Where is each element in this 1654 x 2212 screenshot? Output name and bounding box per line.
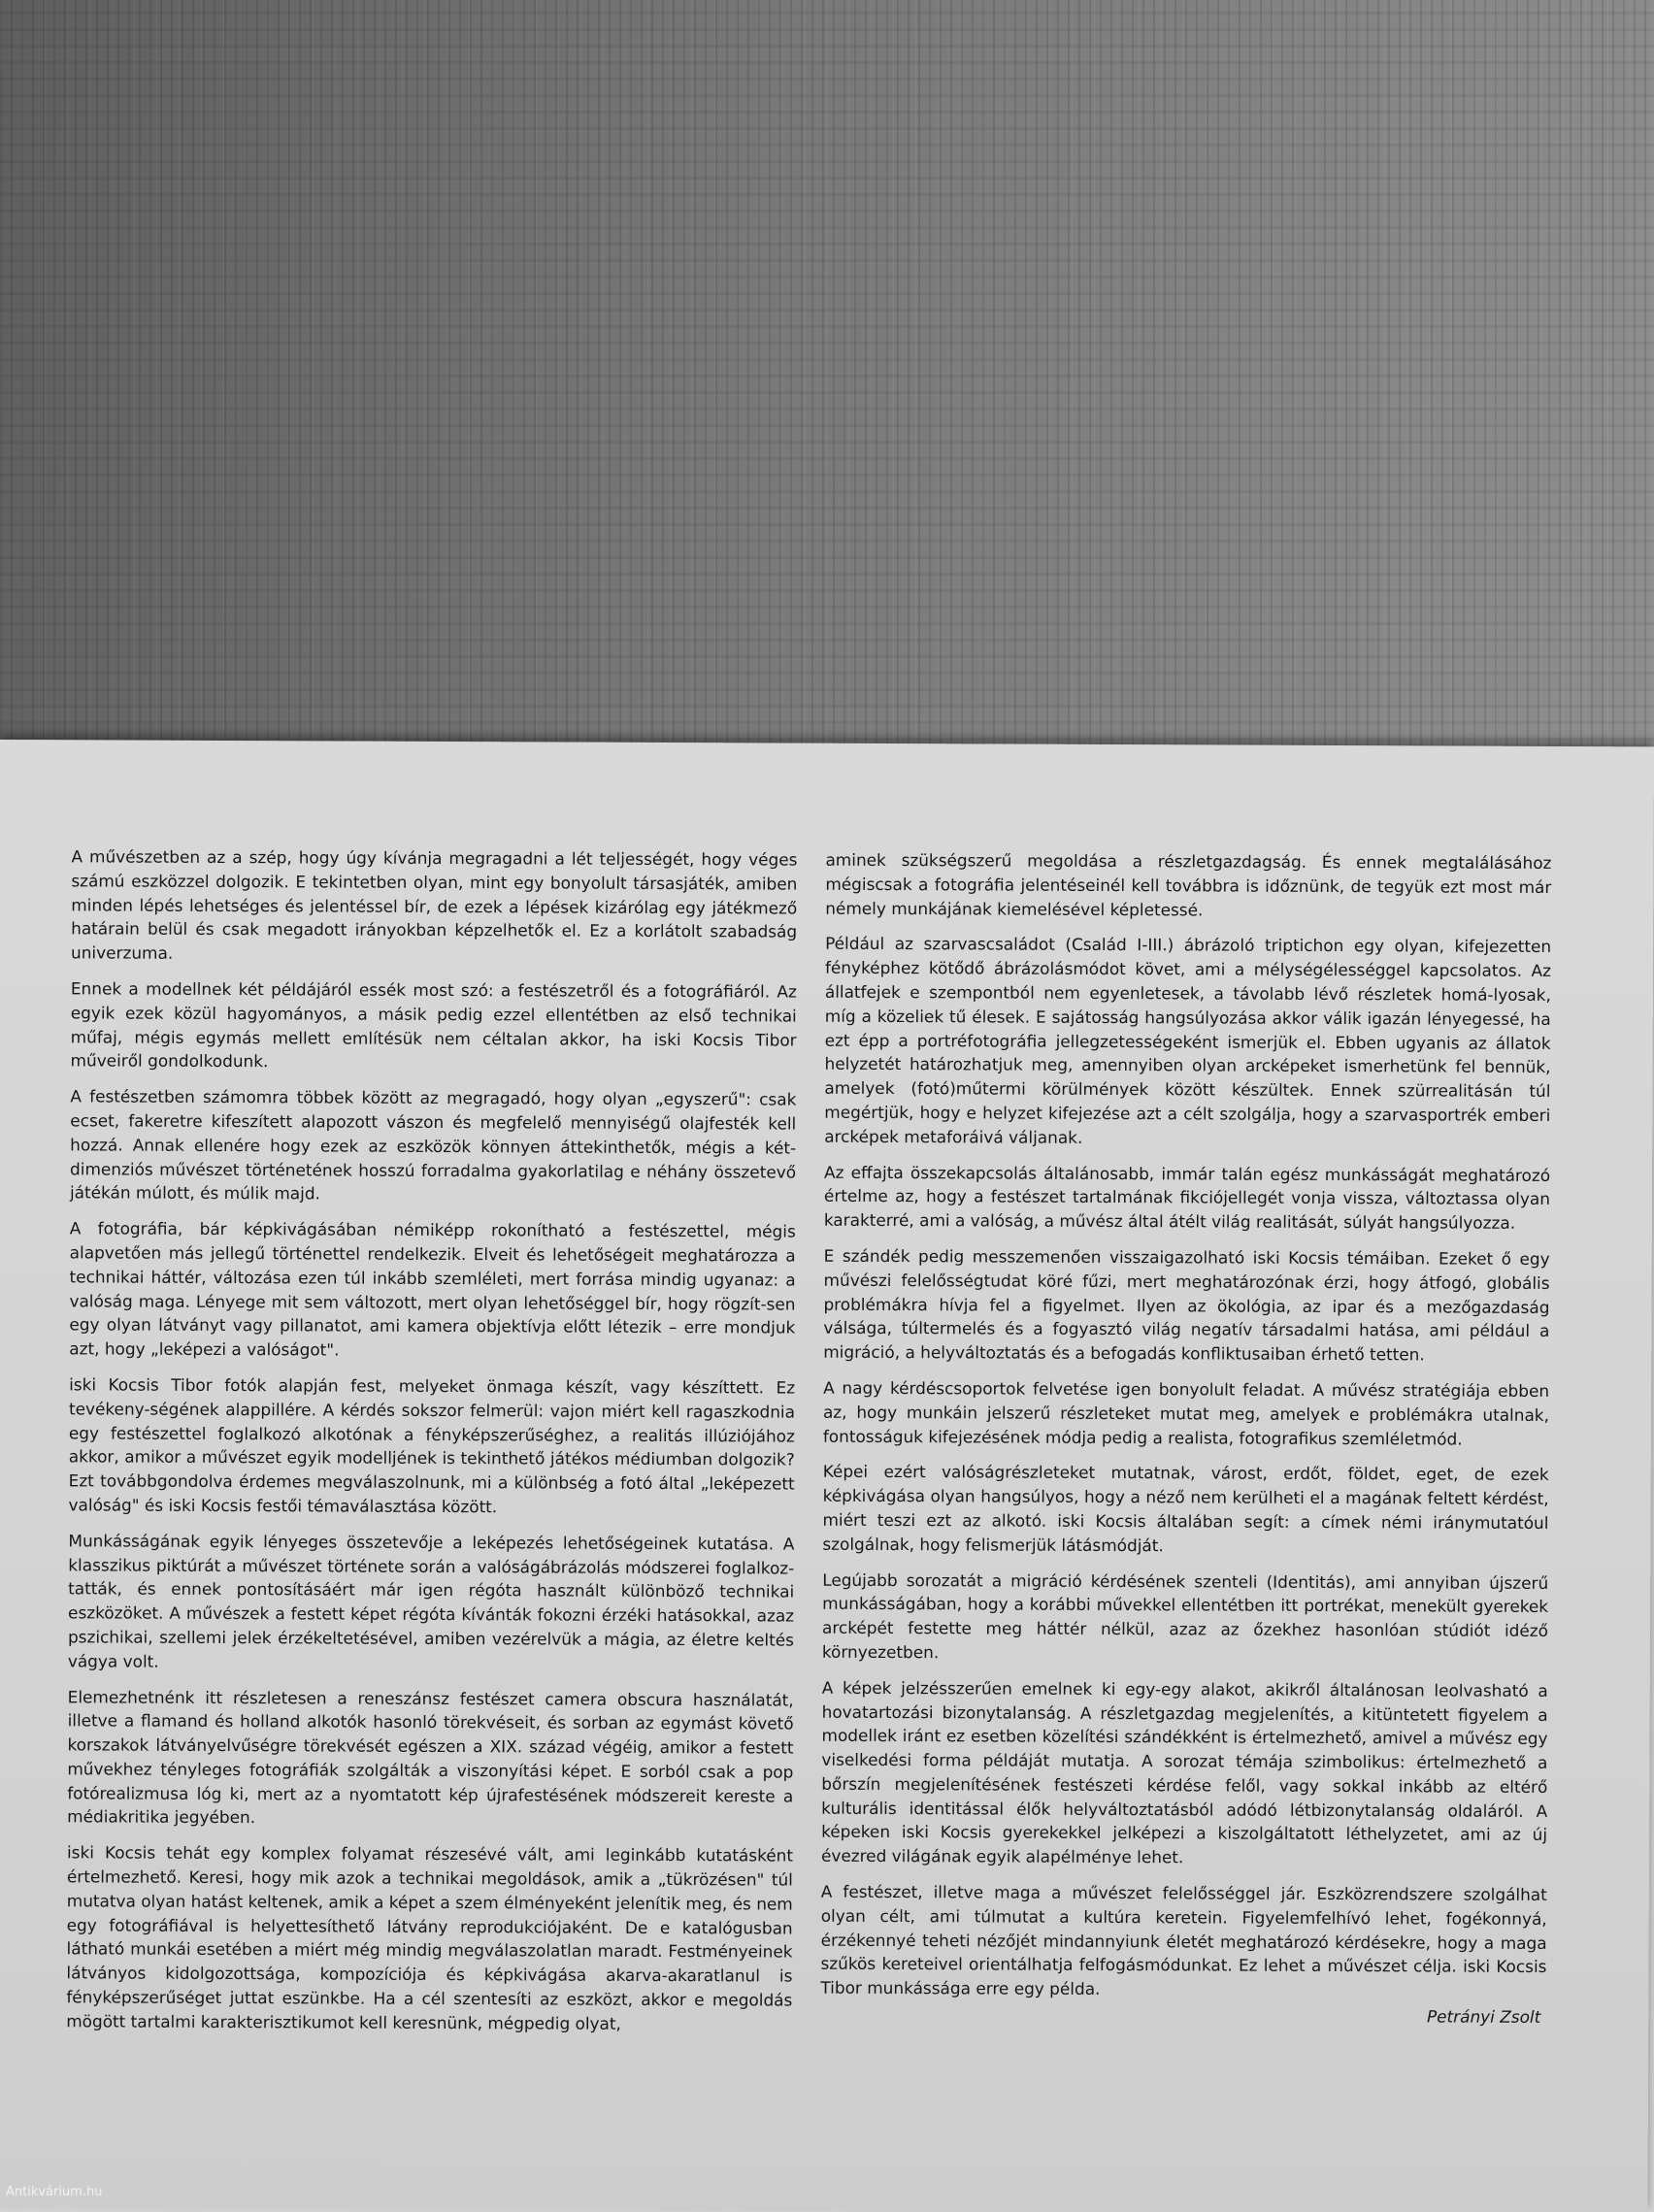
paragraph: Például az szarvascsaládot (Család I-III.) ábrázoló triptichon egy olyan, kifejezetten fényképhez kötődő ábrázolásmódot követ, ami a mélységélességgel kapcsolatos. Az állatfejek e szempontból nem egyenletesek, a távolabb lévő részletek homá-lyosak, míg a közeliek tű élesek. E sajátosság hangsúlyozása akkor válik igazán lényegessé, ha ezt épp a portréfotográfia jellegzetességeként ismerjük el. Ebben ugyanis az állatok helyzetét határozhatjuk meg, amennyiben olyan arcképeket ismerhetünk fel bennük, amelyek (fotó)műtermi körülmények között készültek. Ennek szürrealitásán túl megértjük, hogy e helyzet kifejezése azt a célt szolgálja, hogy a szarvasportrék emberi arcképek metaforáivá váljanak.	[824, 934, 1552, 1147]
paragraph: A festészet, illetve maga a művészet felelősséggel jár. Eszközrendszere szolgálhat olyan célt, ami túlmutat a kultúra keretein. Figyelemfelhívó lehet, fogékonnyá, érzékennyé teheti nézőjét mindannyiunk életét meghatározó kérdésekre, hogy a maga szűkös kereteivel orientálhatja felfogásmódunkat. Ez lehet a művészet célja. iski Kocsis Tibor munkássága erre egy példa.	[820, 1881, 1547, 1999]
catalog-page	[0, 740, 1654, 2212]
paragraph: A nagy kérdéscsoportok felvetése igen bonyolult feladat. A művész stratégiája ebben az, hogy munkáin jelszerű részleteket mutat meg, amelyek e problémákra utalnak, fontosságuk kifejezésének módja pedig a realista, fotografikus szemléletmód.	[822, 1377, 1550, 1449]
paragraph: Az effajta összekapcsolás általánosabb, immár talán egész munkásságát meghatározó értelme az, hogy a festészet tartalmának fikciójellegét vonja vissza, változtassa olyan karakterré, ami a valóság, a művész által átélt világ realitását, súlyát hangsúlyozza.	[823, 1162, 1551, 1233]
paragraph: iski Kocsis tehát egy komplex folyamat részesévé vált, ami leginkább kutatásként értelmezhető. Keresi, hogy mik azok a technikai megoldások, amik a „tükrözésen" túl mutatva olyan hatást keltenek, amik a képet a szem élményeként jelenítik meg, és nem egy fotográfiával is helyettesíthető látvány reprodukciójaként. De e katalógusban látható munkái esetében a miért még mindig megválaszolatlan maradt. Festményeinek látványos kidolgozottsága, kompozíciója és képkivágása akarva-akaratlanul is fényképszerűséget juttat eszünkbe. Ha a cél szentesíti az eszközt, akkor e megoldás mögött tartalmi karakterisztikumot kell keresnünk, mégpedig olyat,	[66, 1842, 794, 2033]
paragraph: A fotográfia, bár képkivágásában némiképp rokonítható a festészettel, mégis alapvetően más jellegű történettel rendelkezik. Elveit és lehetőségeit meghatározza a technikai háttér, változása ezen túl inkább szemléleti, mert forrása mindig ugyanaz: a valóság maga. Lényege mit sem változott, mert olyan lehetőséggel bír, hogy rögzít-sen egy olyan látványt vagy pillanatot, ami kamera objektívja előtt létezik – erre mondjuk azt, hogy „leképezi a valóságot".	[69, 1218, 796, 1360]
paragraph: A festészetben számomra többek között az megragadó, hogy olyan „egyszerű": csak ecset, fakeretre kifeszített alapozott vászon és megfelelő mennyiségű olajfesték kell hozzá. Annak ellenére hogy ezek az eszközök könnyen áttekinthetők, mégis a két-dimenziós művészet történetének hosszú forradalma gyakorlatilag e néhány összetevő játékán múlott, és múlik majd.	[69, 1086, 797, 1204]
paragraph: Elemezhetnénk itt részletesen a reneszánsz festészet camera obscura használatát, illetve a flamand és holland alkotók hasonló törekvéseit, és sorban az egymást követő korszakok látványelvűségre törekvését egészen a XIX. század végéig, amikor a festett művekhez tényleges fotográfiák szolgálták a viszonyítási képet. E sorból csak a pop fotórealizmusa lóg ki, mert az a nyomtatott kép újrafestésének módszereit kereste a médiakritika jegyében.	[67, 1686, 794, 1828]
paragraph: Munkásságának egyik lényeges összetevője a leképezés lehetőségeinek kutatása. A klasszikus piktúrát a művészet története során a valóságábrázolás módszerei foglalkoz-tatták, és ennek pontosításáért már igen régóta használt különböző technikai eszközöket. A művészek a festett képet régóta kívánták fokozni érzéki hatásokkal, azaz pszichikai, szellemi jelek érzékeltetésével, amiben vezérelvük a mágia, az életre keltés vágya volt.	[67, 1531, 795, 1671]
wood-background	[0, 0, 1654, 757]
text-column-right	[820, 848, 1551, 2041]
text-column-left	[66, 844, 797, 2048]
paragraph: Ennek a modellnek két példájáról essék most szó: a festészetről és a fotográfiáról. Az egyik ezek közül hagyományos, a másik pedig ezzel ellentétben az első technikai műfaj, mégis egymás mellett említésük nem céltalan akkor, ha iski Kocsis Tibor műveiről gondolkodunk.	[70, 978, 797, 1072]
paragraph: Legújabb sorozatát a migráció kérdésének szenteli (Identitás), ami annyiban újszerű munkásságában, hogy a korábbi művekkel ellentétben itt portrékat, menekült gyerekek arcképét festette meg háttér nélkül, azaz az őzekhez hasonlóan stúdiót idéző környezetben.	[821, 1569, 1549, 1663]
watermark: Antikvárium.hu	[6, 2185, 103, 2199]
paragraph: A képek jelzésszerűen emelnek ki egy-egy alakot, akikről általánosan leolvasható a hovatartozási bizonytalanság. A részletgazdag megjelenítés, a kitüntetett figyelem a modellek iránt ez esetben közelítési szándékként is értelmezhető, amivel a művész egy viselkedési forma példáját mutatja. A sorozat témája szimbolikus: értelmezhető a bőrszín megjelenítésének festészeti kérdése felől, vagy sokkal inkább az eltérő kulturális identitással élők helyváltoztatásból adódó létbizonytalanság oldaláról. A képeken iski Kocsis gyerekekkel jelképezi a kiszolgáltatott léthelyzetet, ami az új évezred világának egyik alapélménye lehet.	[820, 1677, 1548, 1867]
paragraph: aminek szükségszerű megoldása a részletgazdagság. És ennek megtalálásához mégiscsak a fotográfia jelentéseinél kell továbbra is időznünk, de tegyük ezt most már némely munkájának kiemelésével képletessé.	[825, 849, 1552, 920]
author-signature: Petrányi Zsolt	[1426, 2006, 1541, 2028]
paragraph: Képei ezért valóságrészleteket mutatnak, várost, erdőt, földet, eget, de ezek képkivágása olyan hangsúlyos, hogy a néző nem kerülheti el a magának feltett kérdést, miért teszi ezt az alkotó. iski Kocsis általában segít: a címek némi iránymutatóul szolgálnak, hogy felismerjük látásmódját.	[822, 1462, 1549, 1555]
paragraph: A művészetben az a szép, hogy úgy kívánja megragadni a lét teljességét, hogy véges számú eszközzel dolgozik. E tekintetben olyan, mint egy bonyolult társasjáték, amiben minden lépés lehetséges és jelentéssel bír, de ezek a lépések kizárólag egy játékmező határain belül és csak megadott irányokban képzelhetők el. Ez a korlátolt szabadság univerzuma.	[70, 846, 798, 963]
paragraph: iski Kocsis Tibor fotók alapján fest, melyeket önmaga készít, vagy készíttett. Ez tevékeny-ségének alappillére. A kérdés sokszor felmerül: vajon miért kell ragaszkodnia egy festészettel foglalkozó alkotónak a fényképszerűséghez, a realitás illúziójához akkor, amikor a művészet egyik modelljének is tekinthető játékos médiumban dolgozik? Ezt továbbgondolva érdemes megválaszolnunk, mi a különbség a fotó által „leképezett valóság" és iski Kocsis festői témaválasztása között.	[68, 1374, 796, 1517]
paragraph: E szándék pedig messzemenően visszaigazolható iski Kocsis témáiban. Ezeket ő egy művészi felelősségtudat köré fűzi, mert meghatározónak érzi, hogy átfogó, globális problémákra hívja fel a figyelmet. Ilyen az ökológia, az ipar és a mezőgazdaság válsága, túltermelés és a fogyasztó világ negatív társadalmi hatása, ami például a migráció, a helyváltoztatás és a befogadás konfliktusaiban érhető tetten.	[823, 1245, 1550, 1365]
